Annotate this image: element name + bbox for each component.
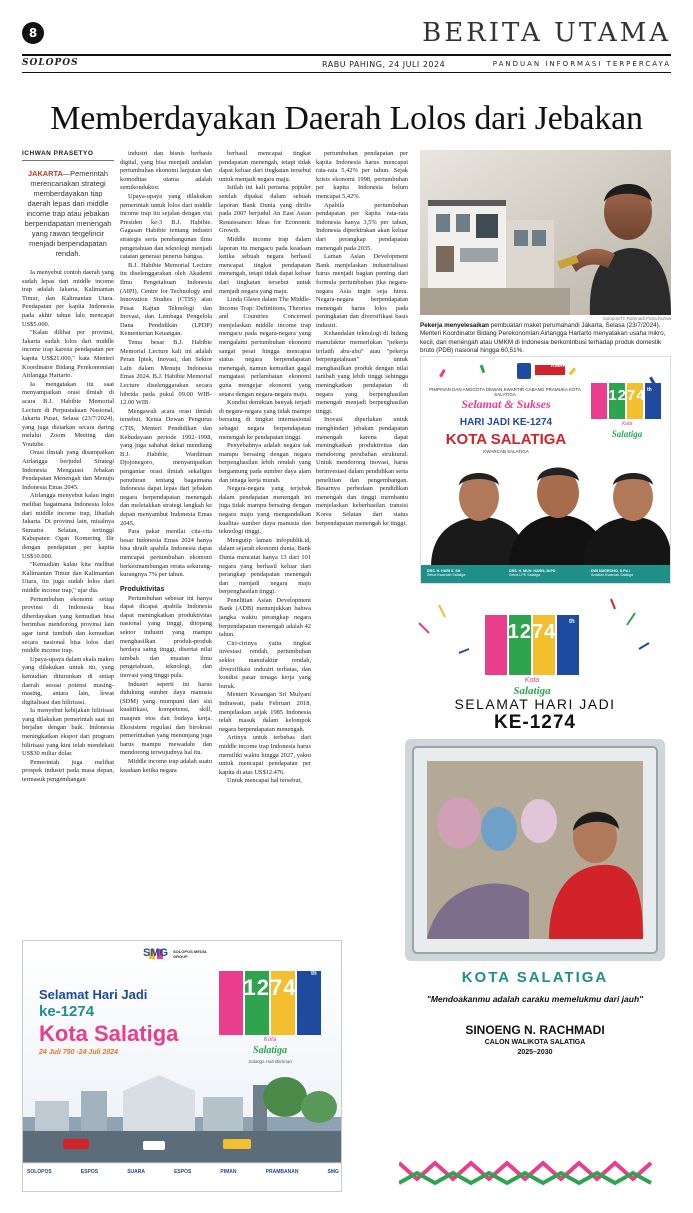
paragraph: Menteri Keuangan Sri Mulyani Indrawati, pada Februari 2018, menjelaskan sejak 1985 Indonesia telah masuk dalam kelompok negara berpendapatan menengah. (219, 691, 311, 733)
ad1-persons (421, 567, 671, 584)
masthead-line (22, 58, 671, 72)
paragraph: Pertumbuhan ekonomi setiap provinsi di Indonesia bisa diberdayakan yang kemudian bisa berimbas mendorong provinsi lain agar turut tumbuh dan kemudian secara nasional bisa lolos dari middle income trap. (22, 595, 114, 655)
sponsor-logo-3: SUARA (127, 1169, 145, 1175)
ad1-person-2 (509, 569, 589, 577)
paragraph: Istilah ini kali pertama populer setelah dipakai dalam sebuah laporan Bank Dunia yang dirilis pada 2007 berjudul An East Asian Renaissance: Ideas for Economic Growth. (219, 184, 311, 235)
ad1-person-1 (427, 569, 507, 577)
ad1-person-1-role: Ketua Kwarcab Salatiga (427, 573, 466, 577)
ad1-person-2-role: Ketua LPK Salatiga (509, 573, 541, 577)
photo-credit: Solopos/Tri Rahmadi Putra Kurnia (602, 316, 671, 321)
article-headline: Memberdayakan Daerah Lolos dari Jebakan (50, 100, 643, 137)
paragraph: Mengutip laman infopublik.id, dalam sejarah ekonomi dunia, Bank Dunia mencatat hanya 13 dari 101 negara yang berhasil keluar dari perangkap pendapatan menengah dan menjadi negara maju berpenghasilan tinggi. (219, 536, 311, 596)
ad-smg (22, 940, 342, 1192)
paragraph: Upaya-upaya dalam skala makro yang dilakukan untuk itu, yang kemudian diturunkan di setiap daerah sesuai potensi masing-masing, antara lain, lewat digitalisasi dan hilirisasi. (22, 655, 114, 706)
ad1-intro: PIMPINAN DAN ANGGOTA DEWAN KWARTIR CABANG PRAMUKA KOTA SALATIGA (429, 387, 581, 397)
ad2-candidate-name: SINOENG N. RACHMADI (465, 1023, 605, 1037)
ad1-sub: KWARCAB SALATIGA (483, 449, 529, 454)
column-2-body (120, 150, 212, 580)
article-photo (420, 150, 671, 315)
paragraph: Industri seperti ini harus didukung sumber daya manusia (SDM) yang mumpuni dari sisi kualifikasi, kompetensi, skill, maupun etos dan budaya kerja. Ekosistem regulasi dan birokrasi pemerintahan yang menunjang juga harus mampu mewadahi dan mendorong terwujudnya hal itu. (120, 680, 212, 757)
ad1-person-3 (591, 569, 671, 577)
article-column-2 (120, 150, 212, 928)
ad1-badge-kota: Kota (621, 421, 633, 427)
paragraph: Upaya-upaya yang dilakukan pemerintah untuk lolos dari middle income trap itu sejalan dengan visi Presiden ke-3 B.J. Habibie. Gagasan Habibie tentang industri strategis serta pembangunan ilmu pengetahuan dan teknologi menjadi catatan generasi penerus bangsa. (120, 192, 212, 261)
ad1-hari-jadi: HARI JADI KE-1274 (459, 417, 553, 428)
paragraph: Linda Glawe dalam The Middle-Income Trap: Definitions, Theories and Countries Concerned menjelaskan middle income trap mengacu pada negara-negara yang mengalami pertumbuhan ekonomi sangat pesat hingga mencapai status negara berpendapatan menengah, namun kemudian gagal mengatasi perlambatan ekonomi guna mengejar ekonomi yang setara dengan negara-negara maju. (219, 296, 311, 398)
lead-dateline: JAKARTA (28, 169, 63, 178)
ad1-org: KWARCAB SALATIGA (551, 363, 604, 369)
issue-date: RABU PAHING, 24 JULI 2024 (322, 60, 446, 69)
ad3-line2: ke-1274 (39, 1003, 95, 1020)
sponsor-logo-7: SMG (327, 1169, 339, 1175)
ad1-person-3-role: Andalan Kwarcab Salatiga (591, 573, 634, 577)
paragraph: Kondisi demikian banyak terjadi di negara-negara yang tidak mampu bersaing di tingkat internasional sebagai negara berpendapatan menengah ke pendapatan tinggi. (219, 399, 311, 441)
ad1-greeting: Selamat & Sukses (461, 397, 551, 411)
city-logo-icon (517, 363, 531, 379)
paragraph: "Kemudian kalau kita melihat Kalimantan Timur dan Kalimantan Utara, itu juga sudah lolos dari middle income trap," ujar dia. (22, 561, 114, 594)
paragraph: Ia menyebut kebijakan hilirisasi yang dilakukan pemerintah saat ini berjalan dengan baik. Indonesia meningkatkan ekspor dari program hilirisasi yang kini telah mendekati US$30 miliar dolar. (22, 707, 114, 758)
ad2-badge-th: th (569, 619, 575, 625)
ad3-brand-sub: SOLOPOS MEDIA GROUP (173, 949, 207, 959)
paragraph: Middle income trap dalam laporan itu mengacu pada keadaan ketika sebuah negara berhasil mencapai tingkat pendapatan menengah, tetapi tidak dapat keluar dari tingkatan tersebut untuk menjadi negara yang maju. (219, 235, 311, 295)
byline: ICHWAN PRASETYO (22, 150, 114, 161)
sponsor-logo-6: PRAMBANAN (265, 1169, 299, 1175)
article-column-3 (219, 150, 311, 928)
section-title: BERITA UTAMA (422, 18, 671, 48)
ad2-candidate-term: 2025–2030 (517, 1049, 553, 1056)
paragraph: Apabila pertumbuhan pendapatan per kapita rata-rata Indonesia hanya 3,5% per tahun, Indonesia diperkirakan akan keluar dari perangkap pendapatan menengah pada 2035. (316, 201, 408, 252)
ad3-badge-number: 1274 (243, 975, 297, 1000)
ad2-line1: SELAMAT HARI JADI (454, 696, 616, 712)
paragraph: Kehandalan teknologi di bidang manufaktur memerlukan "pekerja terlatih abu-abu" atau "pekerja berpengetahuan" untuk menghasilkan produk dengan nilai tambah yang lebih tinggi sehingga meningkatkan pendapatan di negara yang berpenghasilan menengah menjadi berpenghasilan tinggi. (316, 330, 408, 415)
paragraph: Orasi ilmiah yang disampaikan Airlangga berjudul Strategi Indonesia Mengatasi Jebakan Pendapatan Menengah dan Menuju Indonesia Emas 2045. (22, 449, 114, 491)
lead-text: —Pemerintah merencanakan strategi memberdayakan tiap daerah lepas dari middle income trap atau jebakan berpendapatan menengah yang rawan tergelincir menjadi berpendapatan rendah. (24, 169, 112, 258)
paragraph: industri dan bisnis berbasis digital, yang bisa menjadi andalan pertumbuhan ekonomi lanjutan dan komoditas utama adalah semikonduktor. (120, 150, 212, 192)
paragraph: Negara-negara yang terjebak dalam pendapatan menengah ini juga tidak mampu bersaing dengan negara maju yang mengandalkan kualitas sumber daya manusia dan teknologi tinggi. (219, 485, 311, 536)
ad1-badge-number: 1274 (608, 387, 646, 404)
ad1-person-2-name: DRS. H. MUH. HARIS, M.PD (509, 569, 556, 573)
sponsor-logo-1: SOLOPOS (27, 1169, 52, 1175)
caption-text: pembuatan maket perumahandi Jakarta, Selasa (23/7/2024). Menteri Koordinator Bidang Perekonomian Airlangga Hartarto menyatakan usaha mikro, kecil, dan menengah atau UMKM di Indonesia berkontribusi terhadap produk domestik bruto (PDB) nasional hingga 60,51%. (420, 322, 666, 355)
paper-logo: SOLOPOS (22, 58, 79, 68)
ad3-line3: Kota Salatiga (39, 1021, 179, 1046)
paragraph: pertumbuhan pendapatan per kapita Indonesia harus mencapai rata-rata 5,42% per tahun. Sejak krisis ekonomi 1998, pertumbuhan per kapita Indonesia belum mencapai 5,42%. (316, 150, 408, 200)
paragraph: Middle income trap adalah suatu keadaan ketika negara (120, 757, 212, 774)
sponsor-logo-2: ESPOS (80, 1169, 99, 1175)
article-column-4 (316, 150, 408, 578)
column-3-body (219, 150, 311, 786)
paper-tagline: PANDUAN INFORMASI TERPERCAYA (492, 60, 671, 68)
paragraph: Ciri-cirinya yaitu tingkat investasi rendah, pertumbuhan sektor manufaktur rendah, diversifikasi industri terbatas, dan kondisi pasar tenaga kerja yang buruk. (219, 639, 311, 690)
paragraph: "Kalau dilihat per provinsi, Jakarta sudah lolos dari middle income trap karena pendapatan per kapita US$21.000," kata Menteri Koordinator Bidang Perekonomian Airlangga Hartarto. (22, 329, 114, 380)
ad2-badge-kota: Kota (524, 677, 540, 684)
paragraph: berhasil mencapai tingkat pendapatan menengah, tetapi tidak dapat keluar dari tingkatan tersebut untuk menjadi negara maju. (219, 150, 311, 183)
ad3-dates: 24 Juli 750 -24 Juli 2024 (39, 1049, 118, 1056)
caption-lead: Pekerja menyelesaikan (420, 322, 489, 329)
column-2b-body (120, 595, 212, 775)
ad2-badge-number: 1274 (507, 621, 557, 643)
ad3-brand: SMG (143, 947, 169, 959)
worker-photo-illustration (420, 150, 671, 315)
subhead-produktivitas: Produktivitas (120, 585, 165, 593)
paragraph: Penelitian Asian Development Bank (ADB) menunjukkan bahwa jangka waktu perangkap negara berpendapatan menengah adalah 42 tahun. (219, 596, 311, 639)
paragraph: Mengawali acara orasi ilmiah tersebut, Ketua Dewan Pengurus CTIS, Menteri Pendidikan dan Kebudayaan periode 1992–1998, yang juga sahabat dekat mendiang B.J. Habibie, Wardiman Djojonegoro, menyampaikan pengantar orasi ilmiah sekaligus penuturan tentang bagaimana Indonesia dapat lepas dari jebakan negara berpendapatan menengah dan meletakkan strategi langkah ke depan menyambut Indonesia Emas 2045. (120, 407, 212, 527)
paragraph: Ia mengatakan itu saat menyampaikan orasi ilmiah di acara B.J. Habibie Memorial Lecture di Perpustakaan Nasional, Jakarta Pusat, Selasa (23/7/2024), yang juga disiarkan secara daring melalui Zoom Meeting dan Youtube. (22, 380, 114, 448)
sponsor-logo-5: PIMAN (220, 1169, 237, 1175)
bottom-zigzag-decoration (399, 1153, 671, 1193)
column-4-body (316, 150, 408, 528)
ad3-badge-motto: Salatiga Hati Beriman (248, 1059, 292, 1064)
paragraph: Pemerintah juga melihat prospek industri pada masa depan, termasuk pengembangan (22, 758, 114, 784)
masthead-rule-thin (22, 72, 671, 73)
ad3-badge-th: th (311, 971, 317, 977)
paragraph: B.J. Habibie Memorial Lecture itu diselenggarakan oleh Akademi Ilmu Pengetahuan Indonesia (AIPI), Centre for Technology and Innovation Studies (CTIS) atau Pusat Kajian Teknologi dan Inovasi, dan Lembaga Pengelola Dana Pendidikan (LPDP) Kementerian Keuangan. (120, 261, 212, 338)
ad1-kota: KOTA SALATIGA (445, 431, 567, 448)
ad1-person-1-name: DRS. H. HARI S. SH (427, 569, 461, 573)
article-column-1 (22, 150, 114, 910)
ad-kwarcab (420, 356, 671, 584)
ad2-line3: KOTA SALATIGA (413, 969, 657, 986)
ad2-candidate-role: CALON WALIKOTA SALATIGA (484, 1039, 586, 1046)
ad-sinoeng (399, 593, 671, 1193)
ad1-badge-name: Salatiga (611, 429, 643, 439)
paragraph: Laman Asian Development Bank menjelaskan industrialisasi harus menjadi bagian penting dari formula pertumbuhan jika negara-negara Asia ingin seja htera. Negara-negara berpendapatan menengah harus lolos pada peningkatan dan diversifikasi basis industri. (316, 253, 408, 329)
photo-caption (420, 322, 671, 356)
paragraph: Pertumbuhan sebesar ini hanya dapat dicapai apabila Indonesia dapat meningkatkan produktivitas nasional yang tinggi, ditopang sektor industri yang mampu menghasilkan produk-produk berdaya saing tinggi, disertai nilai tambah dan muatan ilmu pengetahuan, teknologi, dan inovasi yang tinggi pula. (120, 594, 212, 680)
ad3-badge-kota: Kota (263, 1037, 277, 1043)
ad2-badge-name: Salatiga (513, 685, 551, 697)
paragraph: Untuk mencapai hal tersebut, (227, 777, 302, 785)
paragraph: Tema besar B.J. Habibie Memorial Lecture kali ini adalah Peran Iptek, Inovasi, dan Sektor Lain dalam Menuju Indonesia Emas 2024. B.J. Habibie Memorial Lecture diselenggarakan secara hibrida pada pukul 09.00 WIB-12.00 WIB. (120, 339, 212, 407)
page-number: 8 (22, 22, 44, 44)
ad3-line1: Selamat Hari Jadi (39, 987, 148, 1002)
ad2-line2: KE-1274 (494, 712, 576, 733)
paragraph: Penyebabnya adalah negara tak mampu bersaing dengan negara berpenghasilan lebih rendah yang bergantung pada sumber daya alam dan tenaga kerja murah. (219, 442, 311, 484)
paragraph: Ia menyebut contoh daerah yang sudah lepas dari middle income trap adalah Jakarta, Kalimantan Timur, dan Kalimantan Utara. Pendapatan per kapita Indonesia pada akhir tahun lalu mencapai US$5.000. (22, 269, 114, 328)
ad3-sponsor-row (27, 1169, 339, 1175)
paragraph: Para pakar menilai cita-cita besar Indonesia Emas 2024 hanya bisa diraih apabila Indonesia dapat mencapai pertumbuhan ekonomi berkesinambungan rerata sekurang-kurangnya 7% per tahun. (120, 528, 212, 579)
ad3-badge-name: Salatiga (253, 1045, 287, 1056)
paragraph: Artinya untuk terbebas dari middle income trap Indonesia harus memiliki waktu hingga 2027, yakni untuk mencapai pendapatan per kapita di atas US$12.476. (219, 734, 311, 776)
sponsor-logo-4: ESPOS (174, 1169, 192, 1175)
lead-paragraph (22, 169, 114, 259)
ad1-person-3-name: DWI NUGROHO, S.Pd.I (591, 569, 630, 573)
ad2-quote: "Mendoakanmu adalah caraku memelukmu dari jauh" (426, 994, 644, 1004)
paragraph: Inovasi diperlukan untuk menghindari jebakan pendapatan menengah karena dapat meningkatkan produktivitas dan mendorong perubahan struktural. Untuk mendorong inovasi, harus berinvestasi dalam pendidikan serta penelitian dan pengembangan. Besarnya perbedaan pendidikan menengah dan tinggi membantu menjelaskan keberhasilan transisi Korea Selatan dari status berpendapatan menengah ke tinggi. (316, 416, 408, 527)
paragraph: Airlangga menyebut kalau ingin melihat bagaimana Indonesia lolos dari middle income trap, lihatlah Jakarta. Di provinsi lain, misalnya Sumatra Selatan, tertinggi Kabupaten Ogan Komering Ilir dengan pendapatan per kapita US$10.000. (22, 492, 114, 560)
ad1-badge-th: th (647, 387, 652, 393)
masthead-rule (22, 54, 671, 56)
column-1-body (22, 269, 114, 785)
